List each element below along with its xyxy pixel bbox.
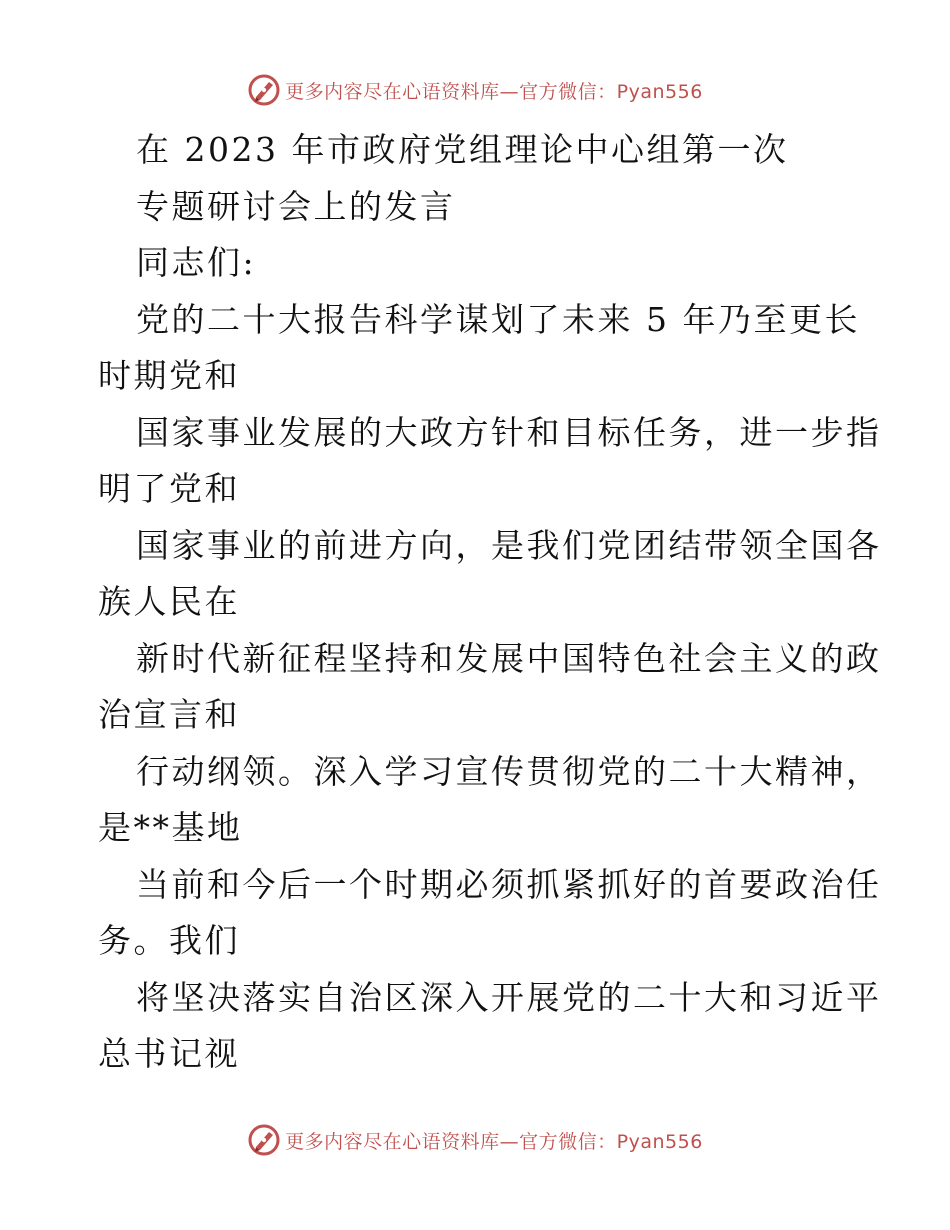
paragraph-line: 时期党和 — [98, 356, 240, 395]
footer-watermark — [0, 1120, 950, 1160]
paragraph-line: 国家事业发展的大政方针和目标任务，进一步指 — [136, 412, 882, 452]
header-watermark — [0, 70, 950, 110]
document-body — [98, 122, 882, 1083]
salutation: 同志们: — [136, 243, 257, 282]
paragraph-line: 是**基地 — [98, 808, 243, 847]
paragraph-line: 明了党和 — [98, 469, 240, 508]
paragraph-line: 党的二十大报告科学谋划了未来 5 年乃至更长 — [136, 299, 860, 339]
paragraph-line: 总书记视 — [98, 1034, 240, 1073]
paragraph-line: 治宣言和 — [98, 695, 240, 734]
paragraph-line: 族人民在 — [98, 582, 240, 621]
paragraph-line: 将坚决落实自治区深入开展党的二十大和习近平 — [136, 977, 882, 1017]
paragraph-line: 行动纲领。深入学习宣传贯彻党的二十大精神， — [136, 751, 882, 791]
paragraph-line: 务。我们 — [98, 921, 240, 960]
watermark-text: 更多内容尽在心语资料库—官方微信：Pyan556 — [285, 80, 703, 103]
paragraph-line: 新时代新征程坚持和发展中国特色社会主义的政 — [136, 638, 882, 678]
title-line: 专题研讨会上的发言 — [136, 186, 456, 226]
paragraph-line: 国家事业的前进方向，是我们党团结带领全国各 — [136, 525, 882, 565]
pen-logo-icon — [247, 1123, 281, 1157]
paragraph-line: 当前和今后一个时期必须抓紧抓好的首要政治任 — [136, 864, 882, 904]
pen-logo-icon — [247, 73, 281, 107]
watermark-text: 更多内容尽在心语资料库—官方微信：Pyan556 — [285, 1130, 703, 1153]
title-line: 在 2023 年市政府党组理论中心组第一次 — [136, 130, 789, 169]
